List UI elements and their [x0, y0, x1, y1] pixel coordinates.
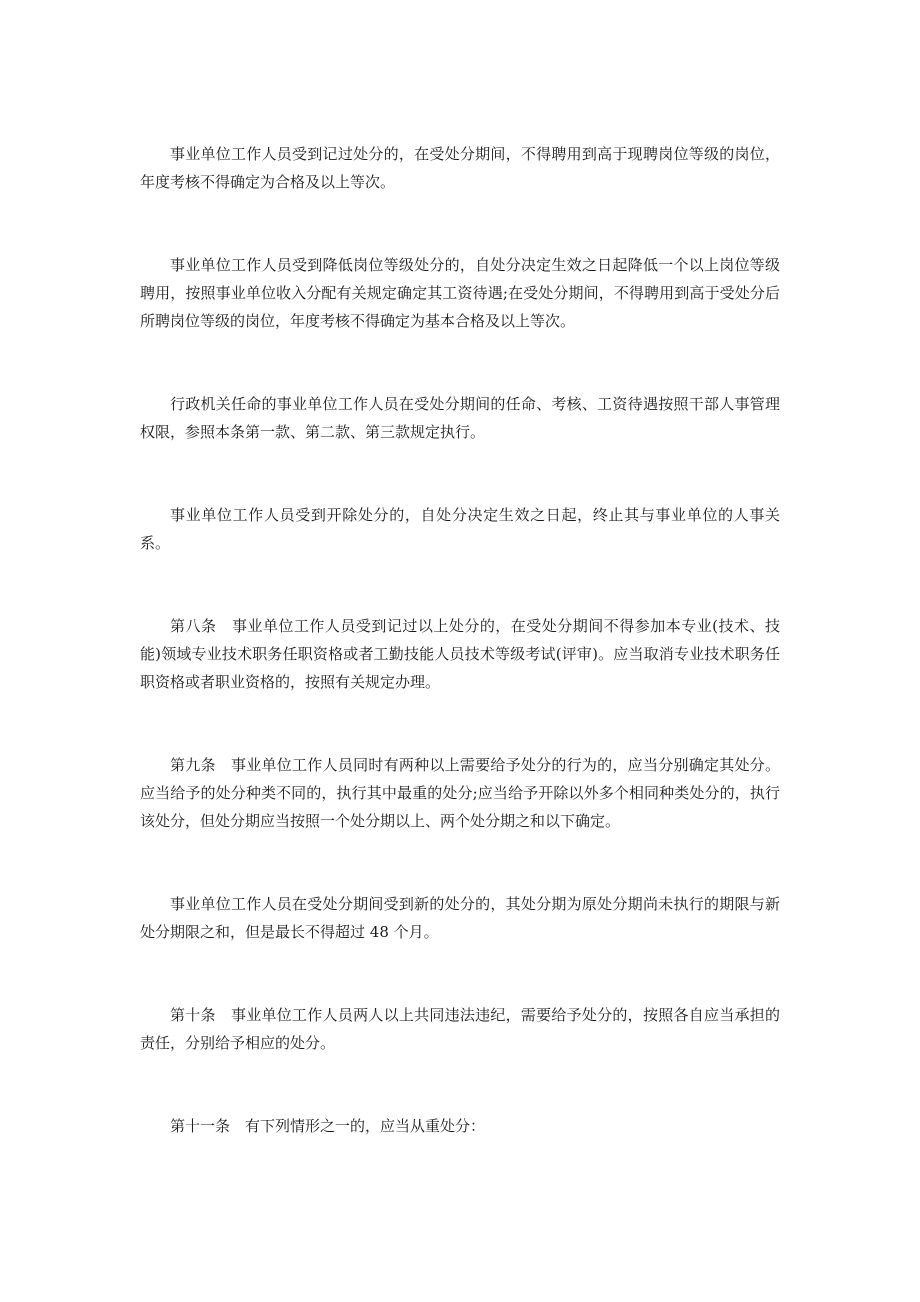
paragraph-demerit-recorded: 事业单位工作人员受到记过处分的，在受处分期间，不得聘用到高于现聘岗位等级的岗位，年度考核不得确定为合格及以上等次。: [140, 145, 780, 191]
paragraph-administrative-appointees: 行政机关任命的事业单位工作人员在受处分期间的任命、考核、工资待遇按照干部人事管理权限，参照本条第一款、第二款、第三款规定执行。: [140, 395, 780, 441]
paragraph-article-11: 第十一条 有下列情形之一的，应当从重处分：: [170, 1117, 486, 1135]
paragraph-article-9: 第九条 事业单位工作人员同时有两种以上需要给予处分的行为的，应当分别确定其处分。应当给予的处分种类不同的，执行其中最重的处分;应当给予开除以外多个相同种类处分的，执行该处分，但处分期应当按照一个处分期以上、两个处分期之和以下确定。: [140, 756, 780, 830]
paragraph-dismissal: 事业单位工作人员受到开除处分的，自处分决定生效之日起，终止其与事业单位的人事关系。: [140, 506, 780, 552]
paragraph-article-10: 第十条 事业单位工作人员两人以上共同违法违纪，需要给予处分的，按照各自应当承担的责任，分别给予相应的处分。: [140, 1006, 780, 1052]
paragraph-article-8: 第八条 事业单位工作人员受到记过以上处分的，在受处分期间不得参加本专业(技术、技能)领域专业技术职务任职资格或者工勤技能人员技术等级考试(评审)。应当取消专业技术职务任职资格或者职业资格的，按照有关规定办理。: [140, 617, 780, 691]
paragraph-new-sanction-during-period: 事业单位工作人员在受处分期间受到新的处分的，其处分期为原处分期尚未执行的期限与新处分期限之和，但是最长不得超过 48 个月。: [140, 895, 780, 941]
paragraph-post-level-demotion: 事业单位工作人员受到降低岗位等级处分的，自处分决定生效之日起降低一个以上岗位等级聘用，按照事业单位收入分配有关规定确定其工资待遇;在受处分期间，不得聘用到高于受处分后所聘岗位等级的岗位，年度考核不得确定为基本合格及以上等次。: [140, 256, 780, 330]
